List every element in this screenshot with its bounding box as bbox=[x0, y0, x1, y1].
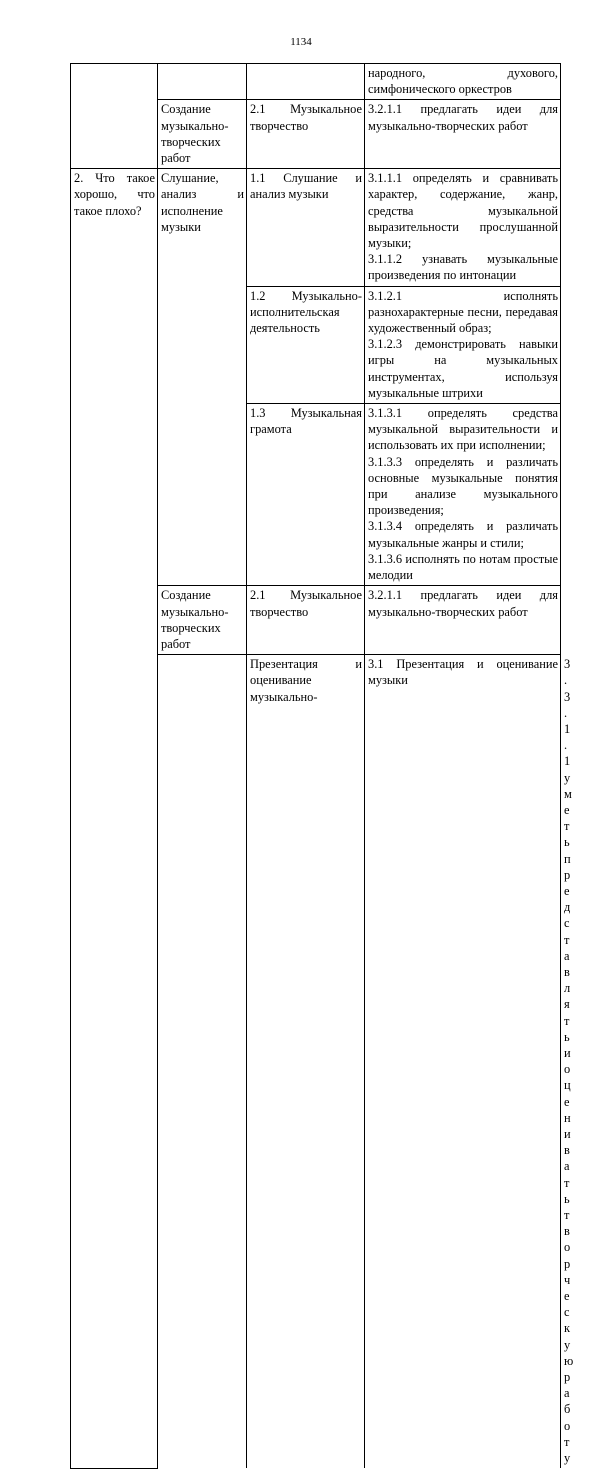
table-row: Презентация и оценивание музыкально- 3.1 Презентация и оценивание музыки 3.3.1.1 уметь представлять и оценивать творческую работу bbox=[71, 655, 561, 1469]
objective-text: 3.1.1.2 узнавать музыкальные произведения по интонации bbox=[368, 252, 558, 283]
substrand-cell: 1.2 Музыкально-исполнительская деятельность bbox=[247, 286, 365, 403]
strand-cell: Слушание, анализ и исполнение музыки bbox=[158, 169, 247, 586]
objective-text: 3.2.1.1 предлагать идеи для музыкально-творческих работ bbox=[368, 588, 558, 619]
substrand-cell: 1.3 Музыкальная грамота bbox=[247, 404, 365, 586]
substrand-cell: 3.1 Презентация и оценивание музыки bbox=[365, 655, 561, 1469]
objective-text: 3.1.1.1 определять и сравнивать характер, содержание, жанр, средства музыкальной выразительности прослушанной музыки; bbox=[368, 171, 558, 251]
objective-text: народного, духового, симфонического оркестров bbox=[368, 66, 558, 97]
objective-text: 3.1.3.6 исполнять по нотам простые мелодии bbox=[368, 551, 558, 583]
section-cell: 2. Что такое хорошо, что такое плохо? bbox=[71, 169, 158, 1469]
objectives-cell bbox=[365, 169, 561, 286]
objectives-cell bbox=[365, 586, 561, 655]
objective-text: 3.1.2.1 исполнять разнохарактерные песни, передавая художественный образ; bbox=[368, 288, 558, 336]
objective-text: 3.1.3.4 определять и различать музыкальные жанры и стили; bbox=[368, 519, 558, 550]
strand-cell: Создание музыкально-творческих работ bbox=[158, 100, 247, 169]
strand-cell bbox=[158, 64, 247, 100]
objectives-cell bbox=[365, 64, 561, 100]
strand-cell: Создание музыкально-творческих работ bbox=[158, 586, 247, 655]
objective-text: 3.1.3.1 определять средства музыкальной выразительности и использовать их при исполнении; bbox=[368, 406, 558, 453]
curriculum-table bbox=[70, 63, 574, 1469]
substrand-cell: 2.1 Музыкальное творчество bbox=[247, 100, 365, 169]
section-cell bbox=[71, 64, 158, 169]
objective-text: 3.1.2.3 демонстрировать навыки игры на музыкальных инструментах, используя музыкальные штрихи bbox=[368, 337, 558, 400]
substrand-cell: 1.1 Слушание и анализ музыки bbox=[247, 169, 365, 286]
page-number: 1134 bbox=[290, 36, 312, 48]
objective-text: 3.1.3.3 определять и различать основные музыкальные понятия при анализе музыкального произведения; bbox=[368, 454, 558, 518]
objective-text: 3.2.1.1 предлагать идеи для музыкально-творческих работ bbox=[368, 102, 558, 133]
objectives-cell bbox=[365, 100, 561, 169]
section-cell bbox=[158, 655, 247, 1469]
substrand-cell: 2.1 Музыкальное творчество bbox=[247, 586, 365, 655]
table-row bbox=[71, 169, 561, 286]
objectives-cell bbox=[365, 286, 561, 403]
strand-cell: Презентация и оценивание музыкально- bbox=[247, 655, 365, 1469]
substrand-cell bbox=[247, 64, 365, 100]
table-row bbox=[71, 64, 561, 100]
objectives-cell bbox=[365, 404, 561, 586]
